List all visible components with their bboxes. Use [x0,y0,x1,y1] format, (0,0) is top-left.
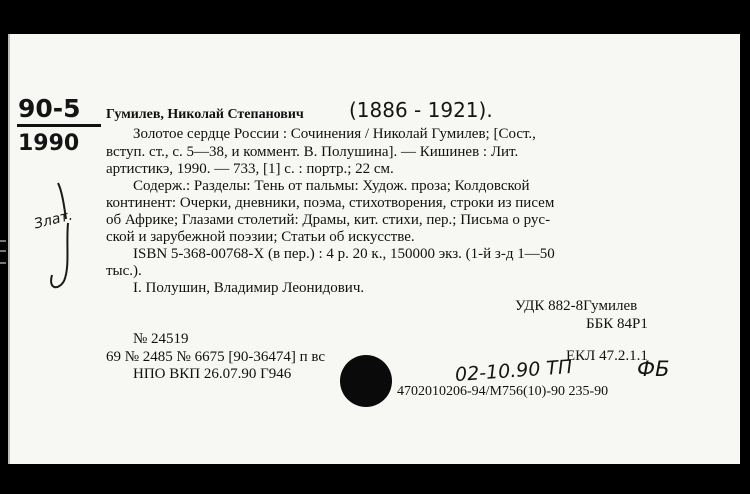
shelf-mark-divider [17,124,101,127]
edge-mark [0,262,6,264]
shelf-mark-bottom: 1990 [18,131,80,156]
entry-line: Золотое сердце России : Сочинения / Николай Гумилев; [Сост., [133,126,536,142]
entry-line: об Африке; Глазами столетий: Драмы, кит. стихи, пер.; Письма о рус- [106,212,551,228]
acquisition-date: 02-10.90 ТП [454,355,573,387]
entry-heading: Гумилев, Николай Степанович [106,107,304,122]
catalog-code: 4702010206-94/М756(10)-90 235-90 [397,384,609,399]
entry-line: континент: Очерки, дневники, поэма, стихотворения, строки из писем [106,195,555,211]
entry-line: Содерж.: Разделы: Тень от пальмы: Худож. проза; Колдовской [133,178,530,194]
entry-line: тыс.). [106,263,142,279]
punch-hole-icon [340,355,392,407]
edge-mark [0,240,6,242]
card-number: № 24519 [133,331,189,347]
publisher-line: НПО ВКП 26.07.90 Г946 [133,366,292,382]
ekl-code: ЕКЛ 47.2.1.1 [566,348,648,364]
entry-line: ской и зарубежной поэзии; Статьи об искусстве. [106,229,415,245]
shelf-mark-top: 90-5 [18,94,81,123]
entry-line: I. Полушин, Владимир Леонидович. [133,280,365,296]
entry-line: артистикэ, 1990. — 733, [1] с. : портр.; 22 см. [106,161,394,177]
initials: ФБ [637,357,670,381]
udc-code: УДК 882-8Гумилев [515,298,638,314]
bbk-code: ББК 84Р1 [586,316,648,332]
entry-line: ISBN 5-368-00768-X (в пер.) : 4 р. 20 к., 150000 экз. (1-й з-д 1—50 [133,246,555,262]
entry-line: вступ. ст., с. 5—38, и коммент. В. Полушина]. — Кишинев : Лит. [106,144,519,160]
edge-mark [0,250,6,252]
signature-icon [30,175,90,295]
author-years: (1886 - 1921). [349,98,493,122]
print-order: 69 № 2485 № 6675 [90-36474] п вс [106,349,326,365]
margin-note: Злат. [32,207,75,233]
